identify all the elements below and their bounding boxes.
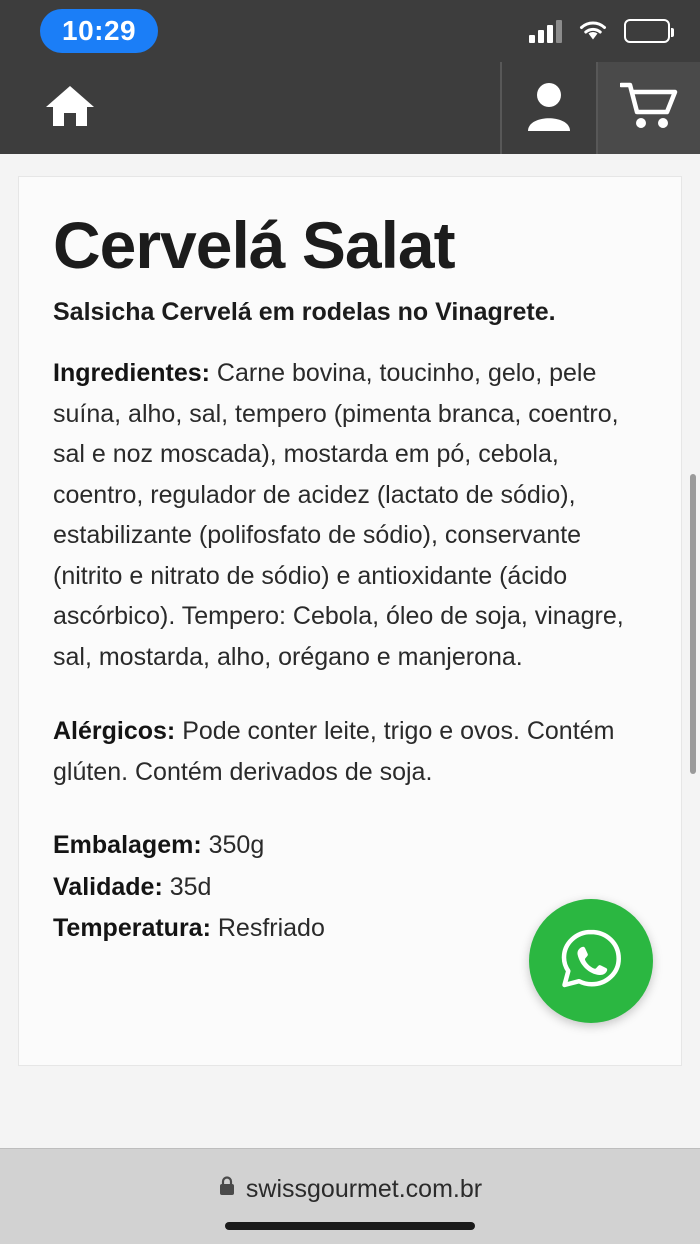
validity-value: 35d [162, 872, 212, 901]
home-button[interactable] [22, 82, 118, 135]
app-header-left [0, 62, 118, 154]
page-title: Cervelá Salat [53, 208, 455, 282]
allergens-label: Alérgicos: [53, 717, 176, 746]
wifi-icon [578, 19, 608, 43]
cart-button[interactable] [596, 62, 700, 154]
packaging-label: Embalagem: [53, 831, 202, 860]
validity-label: Validade: [53, 872, 163, 901]
whatsapp-contact-button[interactable] [529, 899, 653, 1023]
allergens-paragraph [53, 711, 647, 792]
home-icon [43, 82, 97, 135]
app-header-bar [0, 62, 700, 154]
cellular-signal-icon [529, 19, 562, 43]
battery-icon [624, 19, 670, 43]
status-bar-clock: 10:29 [40, 9, 158, 53]
browser-bottom-bar [0, 1148, 700, 1244]
ingredients-label: Ingredientes: [53, 359, 210, 388]
packaging-value: 350g [201, 831, 265, 860]
status-bar [0, 0, 700, 62]
ingredients-text: Carne bovina, toucinho, gelo, pele suína, alho, sal, tempero (pimenta branca, coentro, sal e noz moscada), mostarda em pó, cebola, coentro, regulador de acidez (lactato de sódio), estabilizante (polifosfato de sódio), conservante (nitrito e nitrato de sódio) e antioxidante (ácido ascórbico). Tempero: Cebola, óleo de soja, vinagre, sal, mostarda, alho, orégano e manjerona. [53, 359, 624, 671]
app-header-right [500, 62, 700, 154]
home-indicator[interactable] [225, 1222, 475, 1230]
temperature-label: Temperatura: [53, 914, 211, 943]
page-bottom-spacer [0, 1100, 700, 1148]
address-bar[interactable] [218, 1175, 482, 1204]
spec-validity [53, 868, 647, 908]
page-content [0, 154, 700, 1100]
ingredients-paragraph [53, 353, 647, 677]
lock-icon [218, 1175, 236, 1204]
shopping-cart-icon [620, 81, 678, 136]
user-account-icon [526, 81, 572, 136]
temperature-value: Resfriado [210, 914, 325, 943]
spec-packaging [53, 826, 647, 866]
product-card [18, 176, 682, 1066]
account-button[interactable] [500, 62, 596, 154]
address-bar-url: swissgourmet.com.br [245, 1175, 483, 1203]
page-scrollbar[interactable] [690, 474, 696, 774]
allergens-text: Pode conter leite, trigo e ovos. Contém glúten. Contém derivados de soja. [53, 717, 615, 786]
status-bar-icons [529, 19, 670, 43]
whatsapp-icon [554, 922, 628, 1001]
product-subtitle: Salsicha Cervelá em rodelas no Vinagrete. [53, 298, 556, 327]
